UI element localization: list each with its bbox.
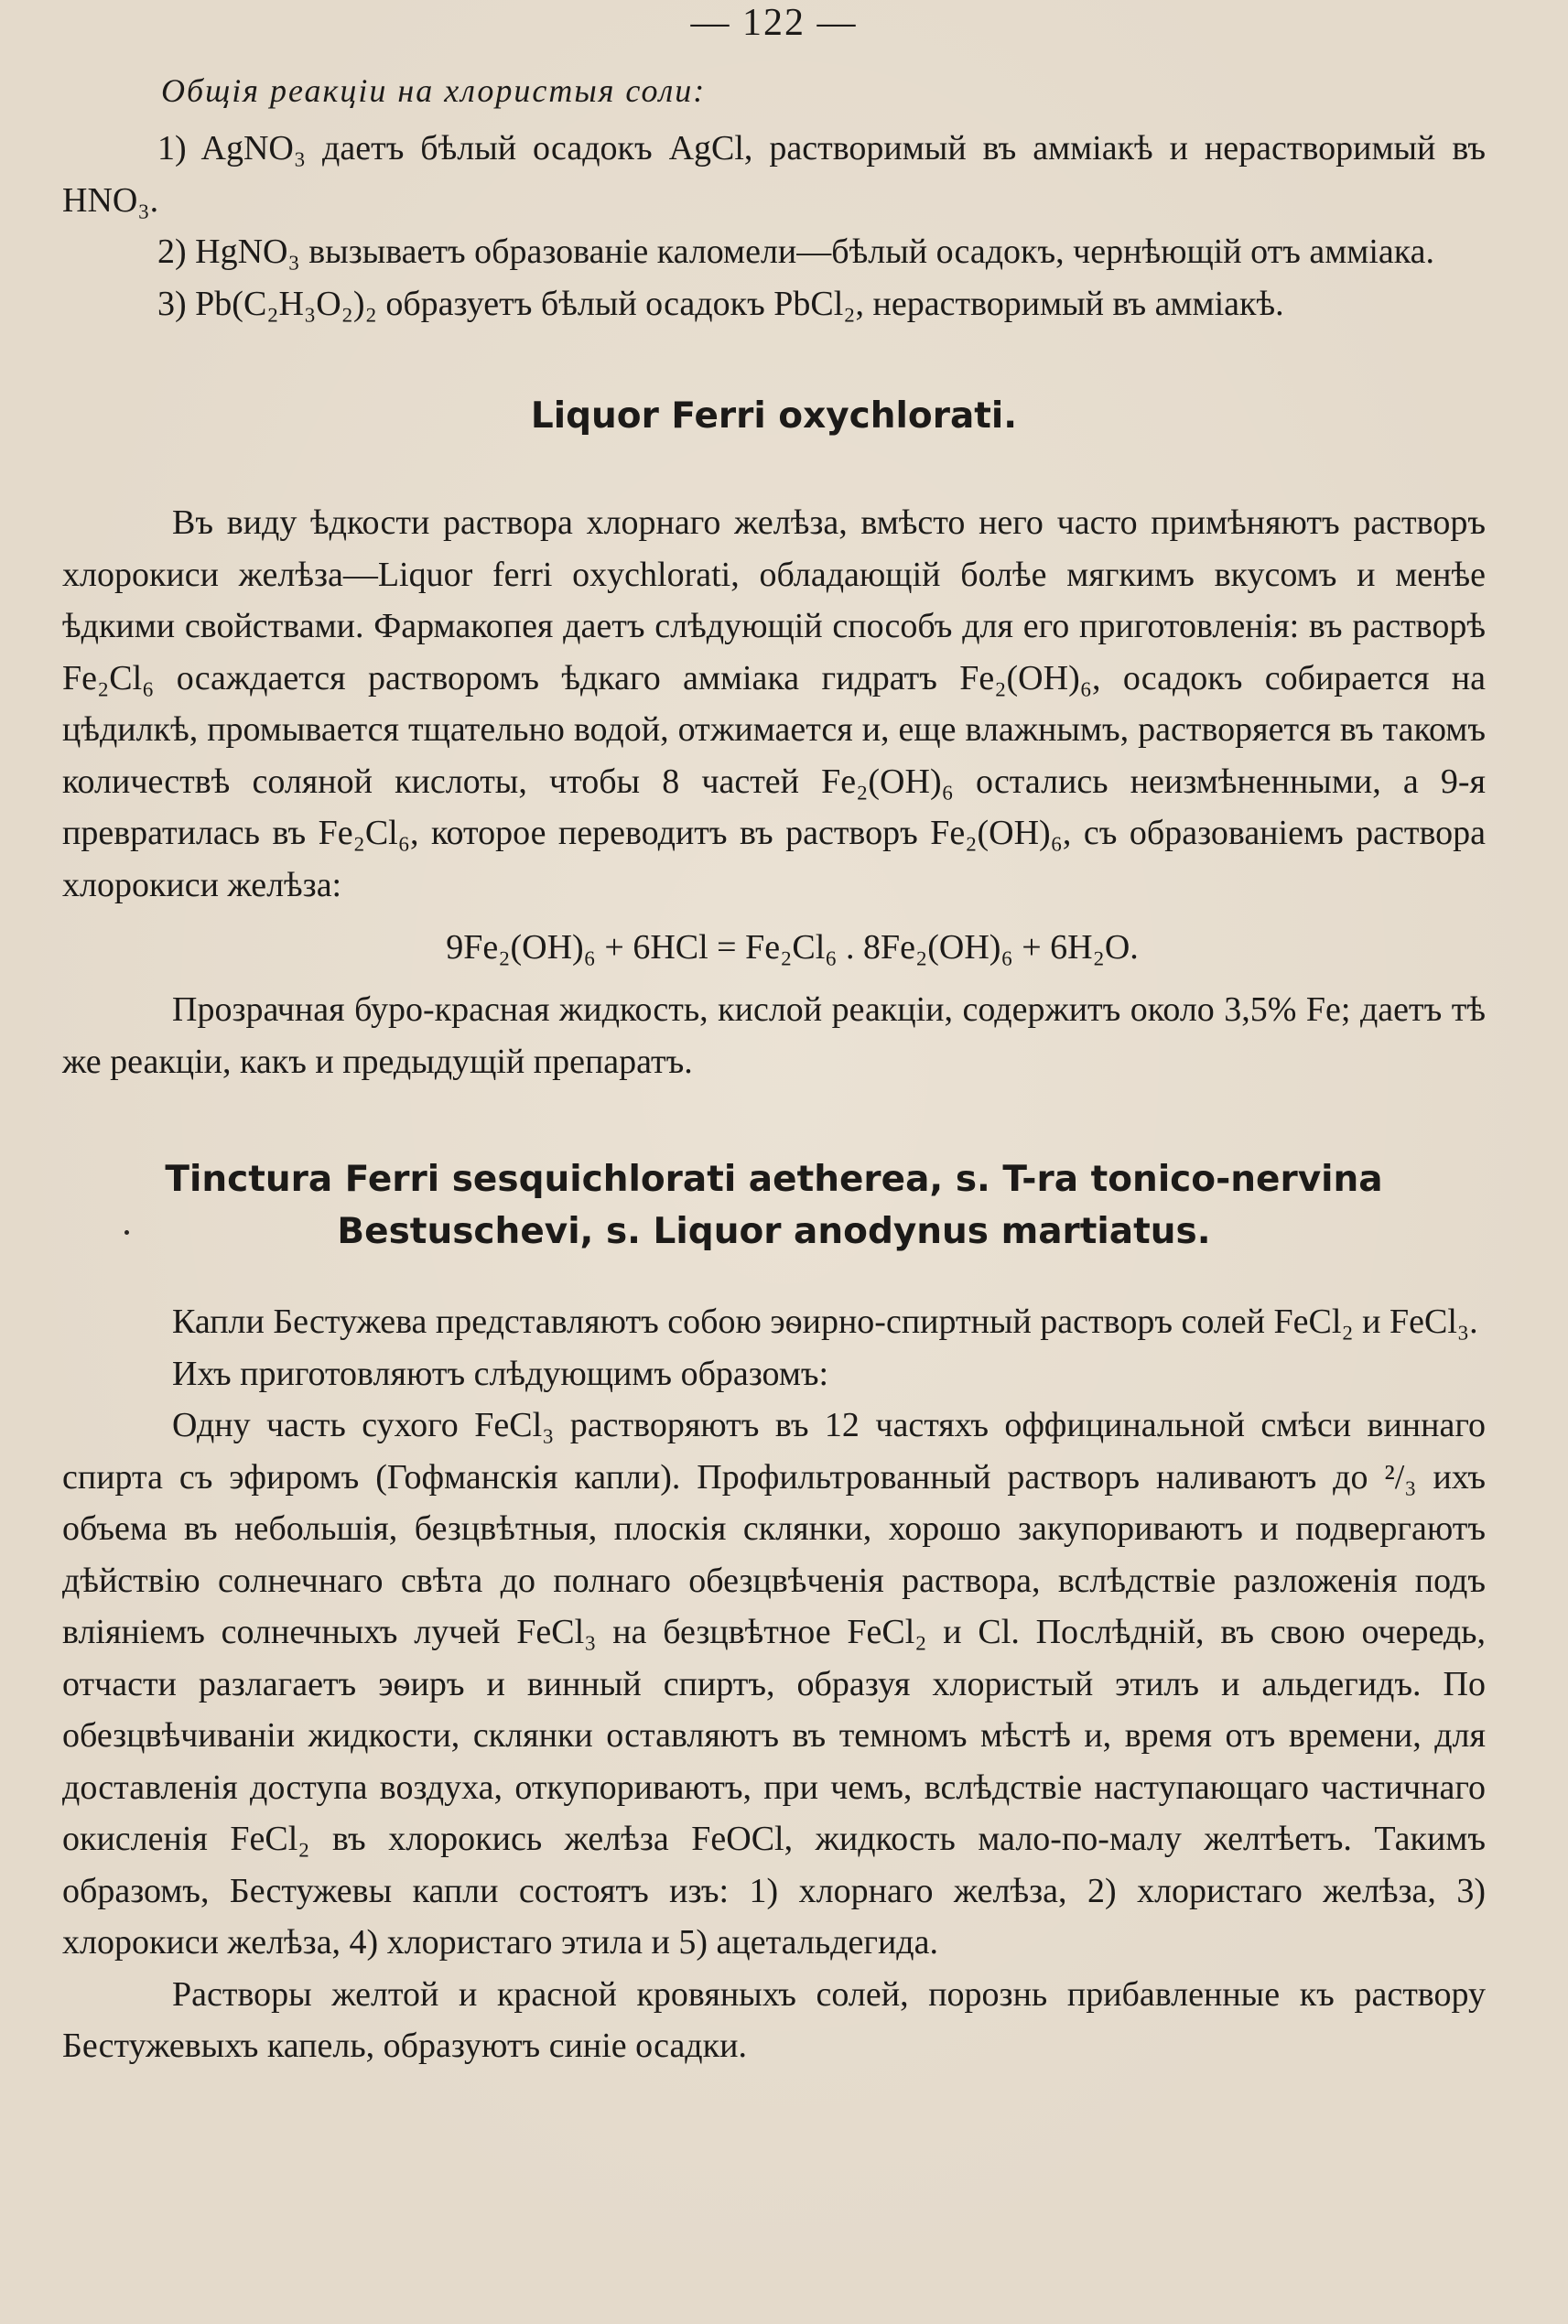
section2-paragraph-2: Ихъ приготовляютъ слѣдующимъ образомъ: — [172, 1354, 829, 1393]
section2-paragraph-3: Одну часть сухого FeCl₃ растворяютъ въ 12 частяхъ оффицинальной смѣси виннаго спирта съ эфиромъ (Гофманскія капли). Профильтрованный растворъ наливаютъ до ²/₃ ихъ объема въ небольшія, безцвѣтныя, плоскія склянки, хорошо закупориваютъ и подвергаютъ дѣйствію солнечнаго свѣта до полнаго обезцвѣченія раствора, вслѣдствіе разложенія подъ вліяніемъ солнечныхъ лучей FeCl₃ на безцвѣтное FeCl₂ и Cl. Послѣдній, въ свою очередь, отчасти разлагаетъ эѳиръ и винный спиртъ, образуя хлористый этилъ и альдегидъ. По обезцвѣчиваніи жидкости, склянки оставляютъ въ темномъ мѣстѣ и, время отъ времени, для доставленія доступа воздуха, откупориваютъ, при чемъ, вслѣдствіе наступающаго частичнаго окисленія FeCl₂ въ хлорокись желѣза FeOCl, жидкость мало-по-малу желтѣетъ. Такимъ образомъ, Бестужевы капли состоятъ изъ: 1) хлорнаго желѣза, 2) хлористаго желѣза, 3) хлорокиси желѣза, 4) хлористаго этила и 5) ацетальдегида. — [62, 1406, 1486, 1962]
page-number: — 122 — — [690, 2, 858, 44]
section-title-tinctura-ferri: Tinctura Ferri sesquichlorati aetherea, s. T-ra tonico-nervina Bestuschevi, s. Liquor anodynus martiatus. — [165, 1159, 1383, 1252]
chemical-equation: 9Fe₂(OH)₆ + 6HCl = Fe₂Cl₆ . 8Fe₂(OH)₆ + 6H₂O. — [446, 928, 1139, 967]
section1-paragraph-1: Въ виду ѣдкости раствора хлорнаго желѣза, вмѣсто него часто примѣняютъ растворъ хлорокиси желѣза—Liquor ferri oxychlorati, обладающій болѣе мягкимъ вкусомъ и менѣе ѣдкими свойствами. Фармакопея даетъ слѣдующій способъ для его приготовленія: въ растворѣ Fe₂Cl₆ осаждается растворомъ ѣдкаго амміака гидратъ Fe₂(OH)₆, осадокъ собирается на цѣдилкѣ, промывается тщательно водой, отжимается и, еще влажнымъ, растворяется въ такомъ количествѣ соляной кислоты, чтобы 8 частей Fe₂(OH)₆ остались неизмѣненными, а 9-я превратилась въ Fe₂Cl₆, которое переводитъ въ растворъ Fe₂(OH)₆, съ образованіемъ раствора хлорокиси желѣза: — [62, 503, 1486, 904]
section-title-liquor-ferri: Liquor Ferri oxychlorati. — [530, 395, 1018, 437]
section1-paragraph-2: Прозрачная буро-красная жидкость, кислой реакціи, содержитъ около 3,5% Fe; даетъ тѣ же реакціи, какъ и предыдущій препаратъ. — [62, 990, 1486, 1081]
reaction-item-2: 2) HgNO₃ вызываетъ образованіе каломели—бѣлый осадокъ, чернѣющій отъ амміака. — [157, 232, 1435, 271]
reaction-item-1: 1) AgNO₃ даетъ бѣлый осадокъ AgCl, растворимый въ амміакѣ и нерастворимый въ HNO₃. — [62, 129, 1486, 220]
ink-speck — [124, 1230, 129, 1235]
section2-paragraph-4: Растворы желтой и красной кровяныхъ солей, порознь прибавленные къ раствору Бестужевыхъ капель, образуютъ синіе осадки. — [62, 1974, 1486, 2065]
intro-heading: Общія реакціи на хлористыя соли: — [161, 72, 707, 109]
reaction-item-3: 3) Pb(C₂H₃O₂)₂ образуетъ бѣлый осадокъ PbCl₂, нерастворимый въ амміакѣ. — [157, 284, 1284, 323]
section2-paragraph-1: Капли Бестужева представляютъ собою эѳирно-спиртный растворъ солей FeCl₂ и FeCl₃. — [172, 1303, 1478, 1341]
